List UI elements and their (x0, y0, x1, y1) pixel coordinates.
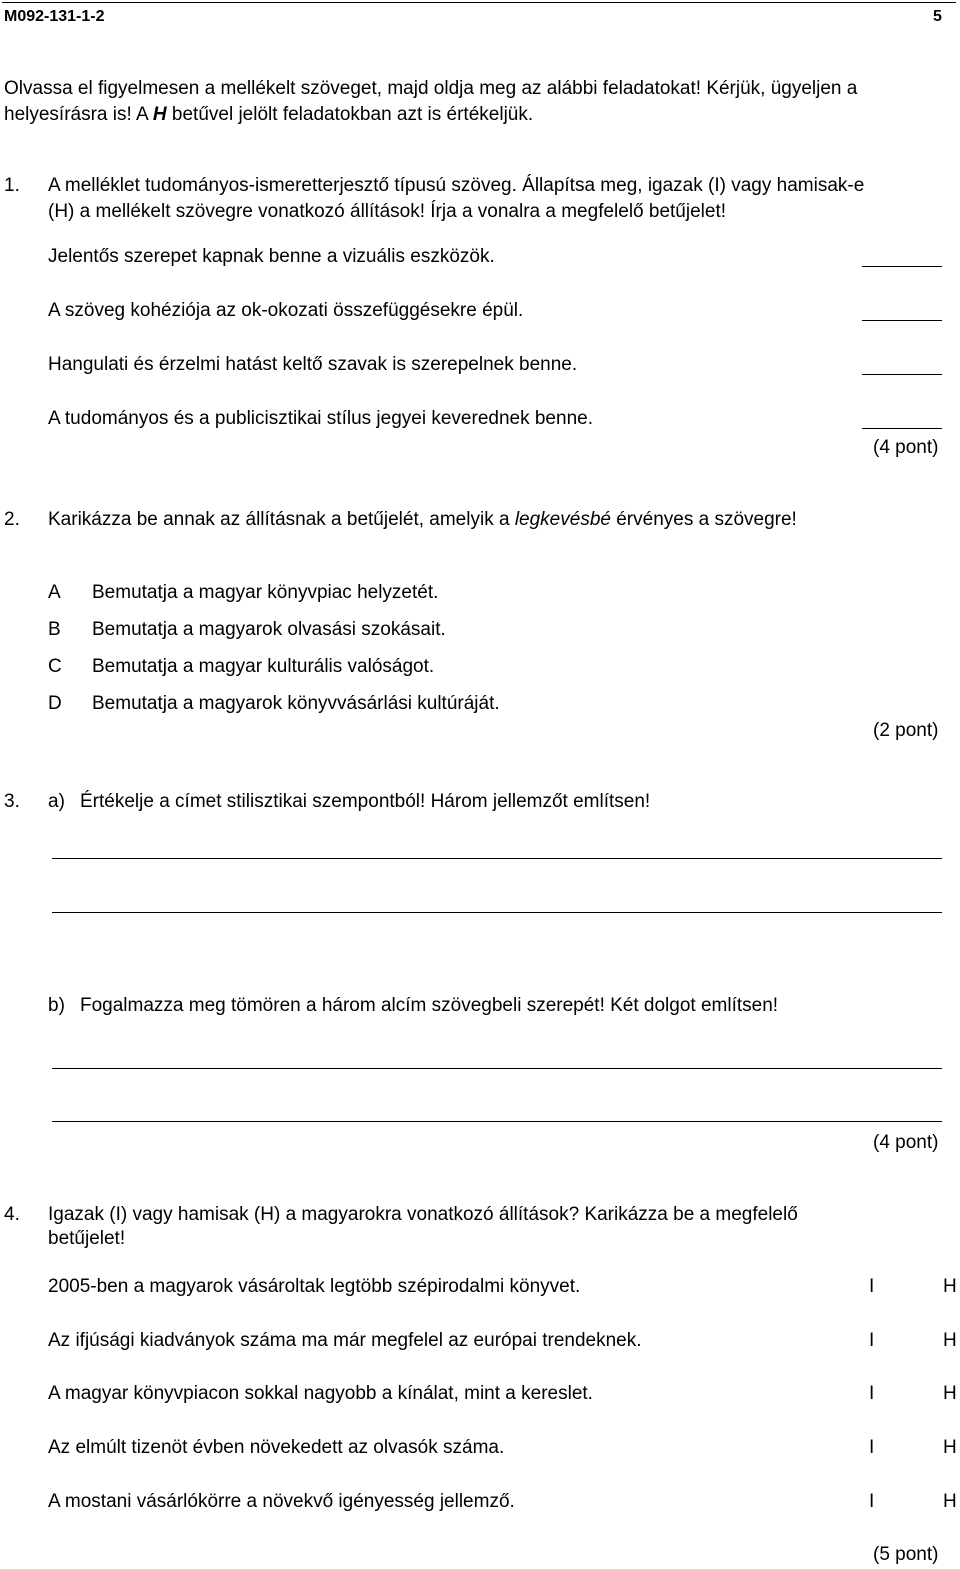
q4-choice-i[interactable]: I (869, 1491, 875, 1512)
q4-instruction-line-2: betűjelet! (48, 1228, 126, 1249)
intro-text: helyesírásra is! A (4, 104, 153, 125)
q3b-answer-line-2[interactable] (52, 1121, 942, 1122)
header-rule (2, 2, 956, 3)
q4-statement: Az elmúlt tizenöt évben növekedett az olvasók száma. (48, 1437, 505, 1458)
q1-statement: A szöveg kohéziója az ok-okozati összefüggésekre épül. (48, 300, 524, 321)
q4-choice-h[interactable]: H (943, 1383, 957, 1404)
q2-emphasis: legkevésbé (514, 509, 611, 530)
q2-option-letter[interactable]: C (48, 656, 62, 677)
q1-instruction-line-1: A melléklet tudományos-ismeretterjesztő típusú szöveg. Állapítsa meg, igazak (I) vagy hamisak-e (48, 175, 865, 196)
q2-points: (2 pont) (873, 720, 939, 741)
q3-points: (4 pont) (873, 1132, 939, 1153)
q1-answer-blank-3[interactable] (862, 374, 942, 375)
q2-option-letter[interactable]: D (48, 693, 62, 714)
q1-instruction-line-2: (H) a mellékelt szövegre vonatkozó állítások! Írja a vonalra a megfelelő betűjelet! (48, 201, 727, 222)
q4-statement: A magyar könyvpiacon sokkal nagyobb a kínálat, mint a kereslet. (48, 1383, 593, 1404)
document-code: M092-131-1-2 (4, 8, 105, 25)
intro-h-letter: H (152, 104, 167, 125)
q4-statement: Az ifjúsági kiadványok száma ma már megfelel az európai trendeknek. (48, 1330, 642, 1351)
intro-text-end: betűvel jelölt feladatokban azt is értékeljük. (166, 104, 534, 125)
q3a-instruction: Értékelje a címet stilisztikai szempontból! Három jellemzőt említsen! (80, 791, 651, 812)
q4-choice-i[interactable]: I (869, 1330, 875, 1351)
q2-option-text: Bemutatja a magyar könyvpiac helyzetét. (92, 582, 439, 603)
q4-number: 4. (4, 1204, 20, 1225)
q2-text-end: érvényes a szövegre! (610, 509, 797, 530)
q4-choice-h[interactable]: H (943, 1330, 957, 1351)
page-number: 5 (933, 8, 942, 25)
intro-line-2 (4, 104, 533, 127)
q2-number: 2. (4, 509, 20, 530)
q3a-label: a) (48, 791, 65, 812)
q1-statement: Hangulati és érzelmi hatást keltő szavak is szerepelnek benne. (48, 354, 578, 375)
q2-option-text: Bemutatja a magyarok könyvvásárlási kultúráját. (92, 693, 500, 714)
q1-statement: A tudományos és a publicisztikai stílus jegyei keverednek benne. (48, 408, 593, 429)
q2-option-text: Bemutatja a magyarok olvasási szokásait. (92, 619, 446, 640)
q1-number: 1. (4, 175, 20, 196)
q1-answer-blank-2[interactable] (862, 320, 942, 321)
q3-number: 3. (4, 791, 20, 812)
q4-choice-i[interactable]: I (869, 1276, 875, 1297)
q1-answer-blank-1[interactable] (862, 266, 942, 267)
q4-statement: A mostani vásárlókörre a növekvő igényesség jellemző. (48, 1491, 515, 1512)
q3a-answer-line-2[interactable] (52, 912, 942, 913)
intro-line-1: Olvassa el figyelmesen a mellékelt szöveget, majd oldja meg az alábbi feladatokat! Kérjük, ügyeljen a (4, 78, 858, 99)
q1-answer-blank-4[interactable] (862, 428, 942, 429)
q4-choice-h[interactable]: H (943, 1437, 957, 1458)
q1-statement: Jelentős szerepet kapnak benne a vizuális eszközök. (48, 246, 495, 267)
q4-points: (5 pont) (873, 1544, 939, 1565)
q2-text: Karikázza be annak az állításnak a betűjelét, amelyik a (48, 509, 515, 530)
q4-choice-h[interactable]: H (943, 1491, 957, 1512)
q4-choice-i[interactable]: I (869, 1383, 875, 1404)
q2-option-text: Bemutatja a magyar kulturális valóságot. (92, 656, 435, 677)
q3b-label: b) (48, 995, 65, 1016)
q2-option-letter[interactable]: A (48, 582, 61, 603)
q4-choice-h[interactable]: H (943, 1276, 957, 1297)
q3a-answer-line-1[interactable] (52, 858, 942, 859)
q1-points: (4 pont) (873, 437, 939, 458)
q3b-instruction: Fogalmazza meg tömören a három alcím szövegbeli szerepét! Két dolgot említsen! (80, 995, 779, 1016)
q2-option-letter[interactable]: B (48, 619, 61, 640)
q4-instruction-line-1: Igazak (I) vagy hamisak (H) a magyarokra vonatkozó állítások? Karikázza be a megfelelő (48, 1204, 798, 1225)
q4-statement: 2005-ben a magyarok vásároltak legtöbb szépirodalmi könyvet. (48, 1276, 581, 1297)
q3b-answer-line-1[interactable] (52, 1068, 942, 1069)
q4-choice-i[interactable]: I (869, 1437, 875, 1458)
q2-instruction (48, 509, 797, 532)
